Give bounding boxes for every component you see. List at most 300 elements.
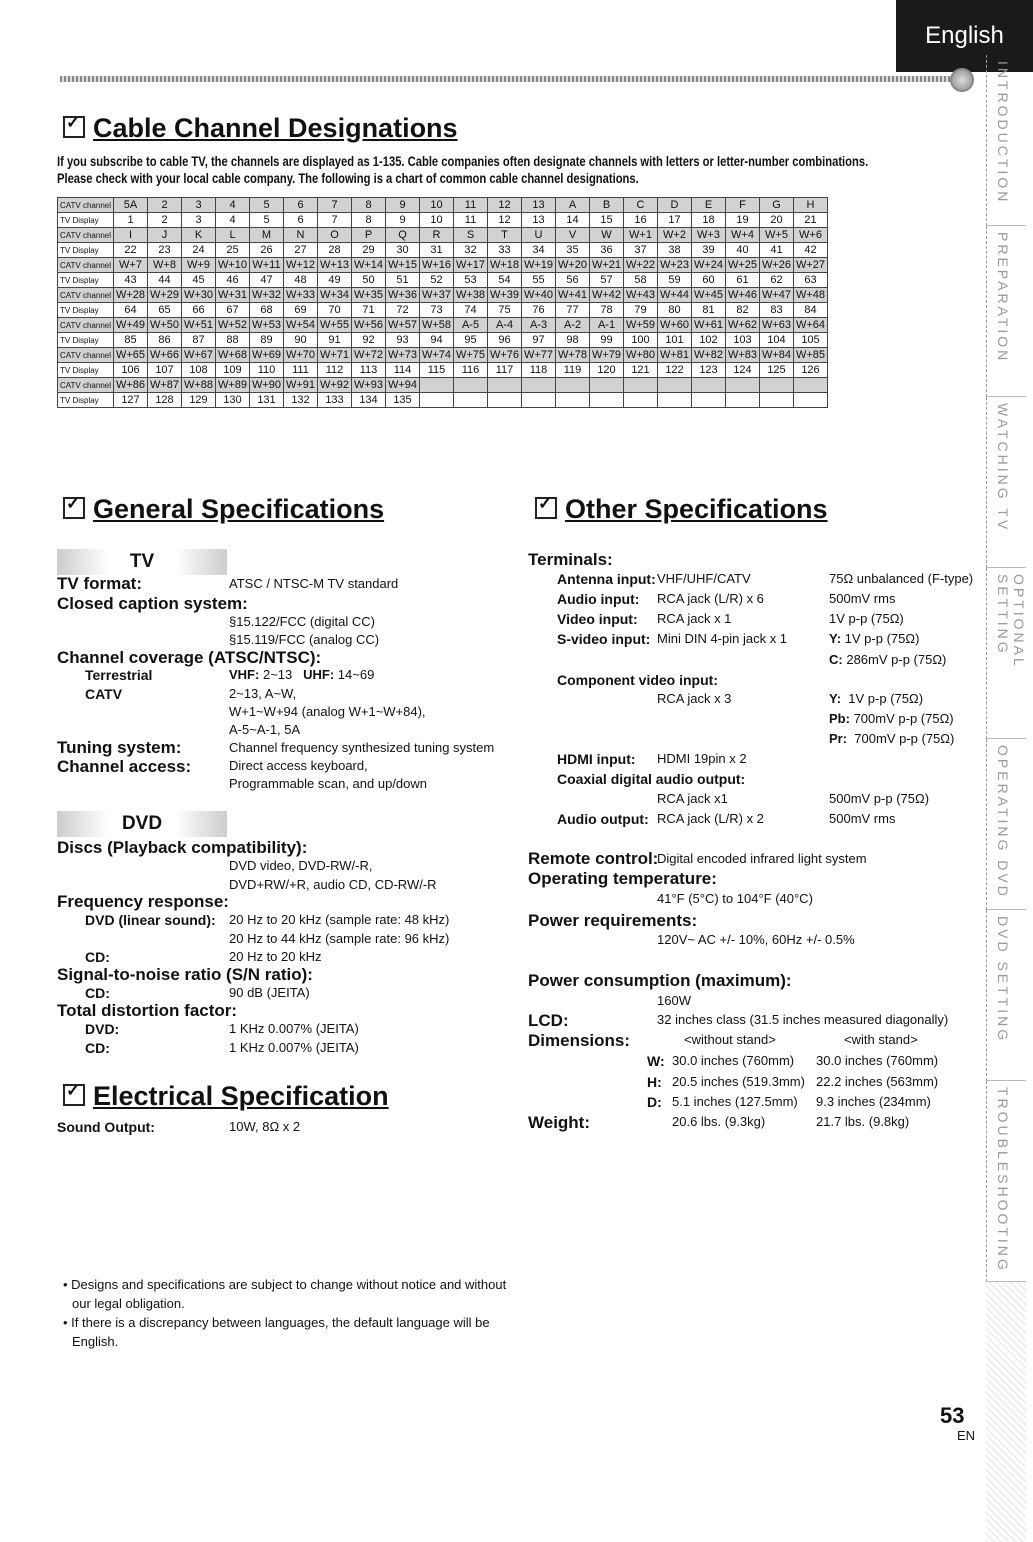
table-cell: W+48	[794, 288, 828, 303]
table-cell: A-4	[488, 318, 522, 333]
table-cell: 86	[148, 333, 182, 348]
table-cell: 56	[556, 273, 590, 288]
tuning-value: Channel frequency synthesized tuning system	[229, 740, 495, 755]
table-cell: L	[216, 228, 250, 243]
table-cell	[590, 378, 624, 393]
temperature-value: 41°F (5°C) to 104°F (40°C)	[657, 891, 813, 906]
row-label: TV Display	[58, 333, 114, 348]
table-cell	[658, 393, 692, 408]
table-cell	[692, 378, 726, 393]
table-cell: W+30	[182, 288, 216, 303]
table-cell: 70	[318, 303, 352, 318]
table-cell: 46	[216, 273, 250, 288]
table-cell: 117	[488, 363, 522, 378]
row-label: TV Display	[58, 273, 114, 288]
table-cell: K	[182, 228, 216, 243]
table-cell: W+54	[284, 318, 318, 333]
thd-label: Total distortion factor:	[57, 1001, 238, 1020]
thd-cd-value: 1 KHz 0.007% (JEITA)	[229, 1040, 359, 1055]
component-pr-spec: Pr: 700mV p-p (75Ω)	[829, 731, 955, 746]
snr-value: 90 dB (JEITA)	[229, 985, 310, 1000]
table-cell: 11	[454, 198, 488, 213]
table-cell: 31	[420, 243, 454, 258]
table-cell: 99	[590, 333, 624, 348]
depth-with: 9.3 inches (234mm)	[816, 1094, 931, 1109]
with-stand-header: <with stand>	[844, 1032, 918, 1047]
side-tab-optional-setting[interactable]: OPTIONAL SETTING	[986, 568, 1026, 739]
table-cell: 113	[352, 363, 386, 378]
height-with: 22.2 inches (563mm)	[816, 1074, 939, 1089]
row-label: TV Display	[58, 243, 114, 258]
table-cell: 118	[522, 363, 556, 378]
video-input-value: RCA jack x 1	[657, 611, 732, 626]
discs-label: Discs (Playback compatibility):	[57, 838, 308, 857]
tv-display-row	[58, 333, 828, 348]
table-cell: W+38	[454, 288, 488, 303]
table-cell: 66	[182, 303, 216, 318]
tuning-label: Tuning system:	[57, 738, 182, 757]
table-cell: W+78	[556, 348, 590, 363]
table-cell: 6	[284, 198, 318, 213]
table-cell: 9	[386, 213, 420, 228]
table-cell: W+52	[216, 318, 250, 333]
table-cell: A-3	[522, 318, 556, 333]
table-cell: 14	[556, 213, 590, 228]
table-cell	[454, 378, 488, 393]
table-cell: 131	[250, 393, 284, 408]
component-y-spec: Y: 1V p-p (75Ω)	[829, 691, 924, 706]
table-cell: 3	[182, 198, 216, 213]
table-cell: W+86	[114, 378, 148, 393]
table-cell: 101	[658, 333, 692, 348]
table-cell: 108	[182, 363, 216, 378]
table-cell: W+25	[726, 258, 760, 273]
cable-intro: If you subscribe to cable TV, the channels are displayed as 1-135. Cable companies often designate channels with letters or letter-number combinations. Please check with your local cable company. The following is a chart of common cable channel designations.	[57, 153, 869, 186]
table-cell: W+4	[726, 228, 760, 243]
access-label: Channel access:	[57, 757, 192, 776]
table-cell: 43	[114, 273, 148, 288]
power-cons-value: 160W	[657, 993, 691, 1008]
table-cell: 4	[216, 198, 250, 213]
table-cell	[794, 378, 828, 393]
table-cell: 71	[352, 303, 386, 318]
table-cell: 20	[760, 213, 794, 228]
table-cell: W+68	[216, 348, 250, 363]
table-cell: W+21	[590, 258, 624, 273]
table-cell: 126	[794, 363, 828, 378]
dvd-linear-value-1: 20 Hz to 20 kHz (sample rate: 48 kHz)	[229, 912, 450, 927]
weight-without: 20.6 lbs. (9.3kg)	[672, 1114, 766, 1129]
table-cell	[420, 378, 454, 393]
table-cell: W+6	[794, 228, 828, 243]
catv-channel-row	[58, 348, 828, 363]
table-cell: 129	[182, 393, 216, 408]
table-cell: F	[726, 198, 760, 213]
table-cell: 44	[148, 273, 182, 288]
table-cell: W+91	[284, 378, 318, 393]
table-cell: W+92	[318, 378, 352, 393]
svideo-value: Mini DIN 4-pin jack x 1	[657, 631, 788, 646]
table-cell	[590, 393, 624, 408]
table-cell	[760, 378, 794, 393]
table-cell: 76	[522, 303, 556, 318]
audio-input-value: RCA jack (L/R) x 6	[657, 591, 764, 606]
row-label: TV Display	[58, 363, 114, 378]
table-cell: 4	[216, 213, 250, 228]
table-cell	[488, 393, 522, 408]
coax-label: Coaxial digital audio output:	[557, 771, 746, 787]
weight-label: Weight:	[528, 1113, 591, 1132]
table-cell	[726, 378, 760, 393]
snr-cd-label: CD:	[85, 985, 110, 1001]
table-cell: W+33	[284, 288, 318, 303]
row-label: CATV channel	[58, 198, 114, 213]
table-cell: W+32	[250, 288, 284, 303]
table-cell: 87	[182, 333, 216, 348]
coax-spec: 500mV p-p (75Ω)	[829, 791, 930, 806]
table-cell: W+56	[352, 318, 386, 333]
table-cell	[794, 393, 828, 408]
tv-display-row	[58, 363, 828, 378]
table-cell: 63	[794, 273, 828, 288]
width-label: W:	[647, 1053, 665, 1069]
table-cell: W+47	[760, 288, 794, 303]
svideo-y-spec: Y: 1V p-p (75Ω)	[829, 631, 920, 646]
coverage-label: Channel coverage (ATSC/NTSC):	[57, 648, 322, 667]
power-cons-label: Power consumption (maximum):	[528, 971, 792, 990]
table-cell: W+61	[692, 318, 726, 333]
table-cell: 84	[794, 303, 828, 318]
tv-display-row	[58, 393, 828, 408]
other-title: ✓Other Specifications	[535, 494, 828, 525]
height-without: 20.5 inches (519.3mm)	[672, 1074, 805, 1089]
table-cell: A-1	[590, 318, 624, 333]
row-label: CATV channel	[58, 228, 114, 243]
discs-value-1: DVD video, DVD-RW/-R,	[229, 858, 373, 873]
table-cell: 27	[284, 243, 318, 258]
antenna-label: Antenna input:	[557, 571, 656, 587]
height-label: H:	[647, 1074, 662, 1090]
table-cell: W+28	[114, 288, 148, 303]
sound-output-value: 10W, 8Ω x 2	[229, 1119, 301, 1134]
table-cell: 55	[522, 273, 556, 288]
circle-ornament-icon	[950, 68, 974, 92]
table-cell: 30	[386, 243, 420, 258]
table-cell: 78	[590, 303, 624, 318]
audio-output-label: Audio output:	[557, 811, 649, 827]
table-cell: W+55	[318, 318, 352, 333]
electrical-title: ✓Electrical Specification	[63, 1081, 389, 1112]
table-cell	[454, 393, 488, 408]
table-cell: 62	[760, 273, 794, 288]
catv-channel-row	[58, 318, 828, 333]
weight-with: 21.7 lbs. (9.8kg)	[816, 1114, 910, 1129]
table-cell: W+65	[114, 348, 148, 363]
table-cell: 24	[182, 243, 216, 258]
cc-value-2: §15.119/FCC (analog CC)	[229, 632, 380, 647]
table-cell: 61	[726, 273, 760, 288]
component-pb-spec: Pb: 700mV p-p (75Ω)	[829, 711, 954, 726]
table-cell: E	[692, 198, 726, 213]
table-cell: 98	[556, 333, 590, 348]
table-cell: 33	[488, 243, 522, 258]
table-cell: 12	[488, 213, 522, 228]
table-cell: W+43	[624, 288, 658, 303]
table-cell: 59	[658, 273, 692, 288]
table-cell: 19	[726, 213, 760, 228]
catv-label: CATV	[85, 686, 123, 702]
table-cell: 36	[590, 243, 624, 258]
table-cell: 134	[352, 393, 386, 408]
side-tab-troubleshooting[interactable]: TROUBLESHOOTING	[986, 1081, 1026, 1282]
audio-input-spec: 500mV rms	[829, 591, 896, 606]
dvd-band: DVD	[57, 811, 227, 837]
table-cell: 102	[692, 333, 726, 348]
tv-display-row	[58, 303, 828, 318]
thd-cd-label: CD:	[85, 1040, 110, 1056]
table-cell: W+45	[692, 288, 726, 303]
table-cell: W+23	[658, 258, 692, 273]
hdmi-value: HDMI 19pin x 2	[657, 751, 747, 766]
row-label: CATV channel	[58, 258, 114, 273]
row-label: TV Display	[58, 213, 114, 228]
terrestrial-value: VHF: 2~13 UHF: 14~69	[229, 667, 375, 682]
side-tab-dvd-setting[interactable]: DVD SETTING	[986, 910, 1026, 1081]
row-label: TV Display	[58, 303, 114, 318]
table-cell: W+1	[624, 228, 658, 243]
without-stand-header: <without stand>	[684, 1032, 776, 1047]
table-cell: W+26	[760, 258, 794, 273]
freq-label: Frequency response:	[57, 892, 229, 911]
table-cell: 123	[692, 363, 726, 378]
table-cell: 34	[522, 243, 556, 258]
table-cell: 125	[760, 363, 794, 378]
table-cell: W+93	[352, 378, 386, 393]
table-cell: R	[420, 228, 454, 243]
side-tab-blank	[986, 1282, 1026, 1542]
table-cell: W+11	[250, 258, 284, 273]
row-label: CATV channel	[58, 318, 114, 333]
table-cell: W+94	[386, 378, 420, 393]
table-cell: 109	[216, 363, 250, 378]
table-cell	[726, 393, 760, 408]
table-cell: W+57	[386, 318, 420, 333]
side-tab-watching-tv[interactable]: WATCHING TV	[986, 397, 1026, 568]
audio-output-value: RCA jack (L/R) x 2	[657, 811, 764, 826]
width-with: 30.0 inches (760mm)	[816, 1053, 939, 1068]
side-tab-preparation[interactable]: PREPARATION	[986, 226, 1026, 397]
checkbox-icon	[63, 1084, 85, 1106]
svideo-label: S-video input:	[557, 631, 651, 647]
table-cell: 106	[114, 363, 148, 378]
table-cell: W+75	[454, 348, 488, 363]
table-cell: 111	[284, 363, 318, 378]
language-tab: English	[896, 0, 1033, 72]
table-cell: W+63	[760, 318, 794, 333]
table-cell: N	[284, 228, 318, 243]
table-cell	[556, 393, 590, 408]
table-cell: 72	[386, 303, 420, 318]
footnotes: • Designs and specifications are subject to change without notice and without our legal obligation. • If there is a discrepancy between languages, the default language will be English.	[63, 1277, 507, 1349]
sound-output-label: Sound Output:	[57, 1119, 155, 1135]
table-cell: 81	[692, 303, 726, 318]
table-cell: 37	[624, 243, 658, 258]
table-cell: W+85	[794, 348, 828, 363]
row-label: CATV channel	[58, 348, 114, 363]
table-cell: 116	[454, 363, 488, 378]
table-cell: 96	[488, 333, 522, 348]
table-cell: A	[556, 198, 590, 213]
dvd-linear-value-2: 20 Hz to 44 kHz (sample rate: 96 kHz)	[229, 931, 450, 946]
table-cell: 16	[624, 213, 658, 228]
table-cell: 69	[284, 303, 318, 318]
table-cell: 10	[420, 213, 454, 228]
cc-label: Closed caption system:	[57, 594, 248, 613]
table-cell: H	[794, 198, 828, 213]
table-cell: 25	[216, 243, 250, 258]
table-cell: W+67	[182, 348, 216, 363]
table-cell: Q	[386, 228, 420, 243]
table-cell: W+19	[522, 258, 556, 273]
table-cell: 50	[352, 273, 386, 288]
table-cell: A-5	[454, 318, 488, 333]
catv-value-1: 2~13, A~W,	[229, 686, 297, 701]
table-cell: W+8	[148, 258, 182, 273]
cable-title: ✓Cable Channel Designations	[63, 113, 458, 144]
table-cell: 47	[250, 273, 284, 288]
table-cell: 41	[760, 243, 794, 258]
table-cell: 18	[692, 213, 726, 228]
table-cell	[420, 393, 454, 408]
table-cell: 92	[352, 333, 386, 348]
lcd-value: 32 inches class (31.5 inches measured diagonally)	[657, 1012, 949, 1027]
checkbox-icon	[63, 497, 85, 519]
table-cell: 130	[216, 393, 250, 408]
table-cell: 95	[454, 333, 488, 348]
table-cell: 128	[148, 393, 182, 408]
table-cell: 97	[522, 333, 556, 348]
hdmi-label: HDMI input:	[557, 751, 636, 767]
table-cell: W+34	[318, 288, 352, 303]
catv-value-3: A-5~A-1, 5A	[229, 722, 301, 737]
table-cell: 68	[250, 303, 284, 318]
table-cell: M	[250, 228, 284, 243]
table-cell: 15	[590, 213, 624, 228]
table-cell: W+79	[590, 348, 624, 363]
table-cell: 64	[114, 303, 148, 318]
table-cell: 88	[216, 333, 250, 348]
table-cell: 135	[386, 393, 420, 408]
table-cell: 119	[556, 363, 590, 378]
table-cell: W+76	[488, 348, 522, 363]
side-tab-operating-dvd[interactable]: OPERATING DVD	[986, 739, 1026, 910]
table-cell: 8	[352, 198, 386, 213]
table-cell: C	[624, 198, 658, 213]
table-cell: W+40	[522, 288, 556, 303]
row-label: CATV channel	[58, 288, 114, 303]
table-cell: W+10	[216, 258, 250, 273]
table-cell: 115	[420, 363, 454, 378]
table-cell: 2	[148, 213, 182, 228]
table-cell: 110	[250, 363, 284, 378]
cd-freq-value: 20 Hz to 20 kHz	[229, 949, 322, 964]
top-divider	[60, 76, 955, 82]
table-cell: W+12	[284, 258, 318, 273]
table-cell: W+62	[726, 318, 760, 333]
table-cell: 94	[420, 333, 454, 348]
table-cell: W+70	[284, 348, 318, 363]
table-cell: 74	[454, 303, 488, 318]
table-cell: W+71	[318, 348, 352, 363]
table-cell: W+82	[692, 348, 726, 363]
table-cell: W+87	[148, 378, 182, 393]
table-cell: 105	[794, 333, 828, 348]
dimensions-label: Dimensions:	[528, 1031, 631, 1050]
table-cell: W+58	[420, 318, 454, 333]
terminals-label: Terminals:	[528, 550, 613, 569]
table-cell: W+36	[386, 288, 420, 303]
table-cell: O	[318, 228, 352, 243]
table-cell: 40	[726, 243, 760, 258]
table-cell: 65	[148, 303, 182, 318]
cable-channel-table	[57, 197, 828, 408]
table-cell: 12	[488, 198, 522, 213]
catv-channel-row	[58, 288, 828, 303]
cd-freq-label: CD:	[85, 949, 110, 965]
access-value-2: Programmable scan, and up/down	[229, 776, 428, 791]
table-cell: 11	[454, 213, 488, 228]
power-req-value: 120V~ AC +/- 10%, 60Hz +/- 0.5%	[657, 932, 855, 947]
table-cell: W+77	[522, 348, 556, 363]
table-cell: W+66	[148, 348, 182, 363]
table-cell: 5	[250, 198, 284, 213]
antenna-value: VHF/UHF/CATV	[657, 571, 751, 586]
table-cell: W+20	[556, 258, 590, 273]
table-cell: 122	[658, 363, 692, 378]
table-cell: D	[658, 198, 692, 213]
table-cell: W+50	[148, 318, 182, 333]
table-cell: 90	[284, 333, 318, 348]
checkbox-icon	[63, 116, 85, 138]
component-value: RCA jack x 3	[657, 691, 732, 706]
table-cell: 3	[182, 213, 216, 228]
tv-display-row	[58, 273, 828, 288]
table-cell: 103	[726, 333, 760, 348]
table-cell: I	[114, 228, 148, 243]
side-tab-introduction[interactable]: INTRODUCTION	[986, 55, 1026, 226]
terrestrial-label: Terrestrial	[85, 667, 153, 683]
table-cell: 132	[284, 393, 318, 408]
table-cell: 77	[556, 303, 590, 318]
table-cell: T	[488, 228, 522, 243]
table-cell: 57	[590, 273, 624, 288]
table-cell: 23	[148, 243, 182, 258]
table-cell: 100	[624, 333, 658, 348]
table-cell: W+89	[216, 378, 250, 393]
table-cell: W+2	[658, 228, 692, 243]
table-cell: 121	[624, 363, 658, 378]
table-cell: 26	[250, 243, 284, 258]
table-cell: V	[556, 228, 590, 243]
coax-value: RCA jack x1	[657, 791, 728, 806]
table-cell: W+5	[760, 228, 794, 243]
table-cell: 42	[794, 243, 828, 258]
table-cell: 2	[148, 198, 182, 213]
table-cell: W+46	[726, 288, 760, 303]
table-cell: 8	[352, 213, 386, 228]
table-cell: B	[590, 198, 624, 213]
catv-channel-row	[58, 258, 828, 273]
